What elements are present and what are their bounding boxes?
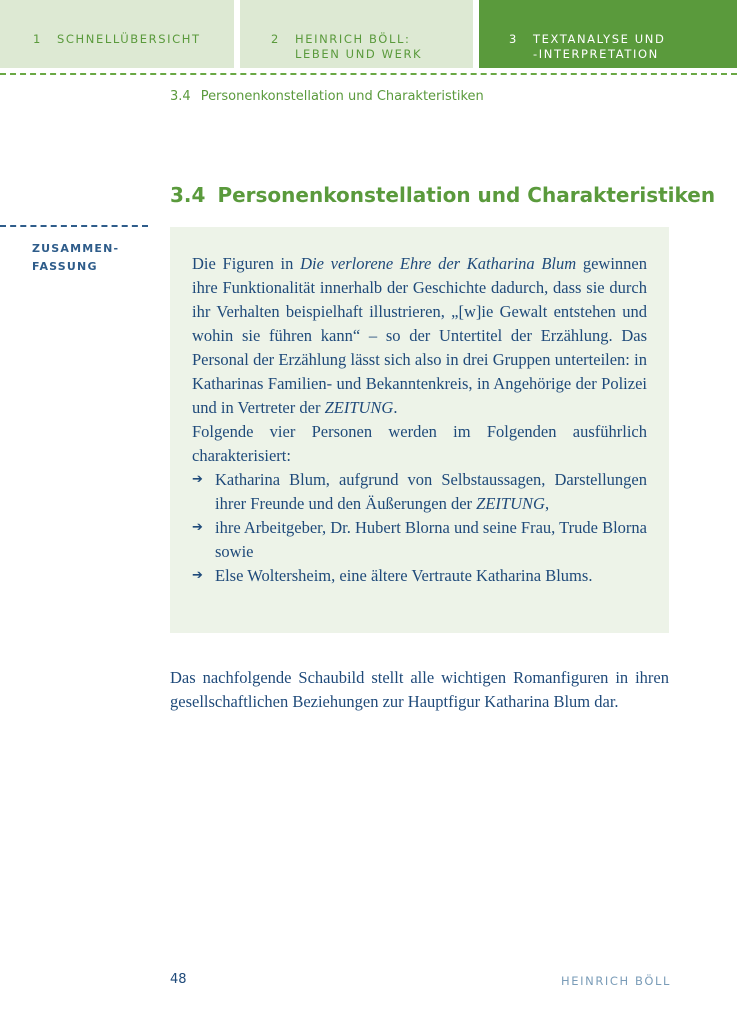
text-run: gewinnen ihre Funktionalität innerhalb der Geschichte dadurch, dass sie durch ihr Verhalten beispielhaft illustrieren, „[w]ie Gewalt entstehen und wohin sie führen kann“ – so der Untertitel der Erzählung. Das Personal der Erzählung lässt sich also in drei Gruppen unterteilen: in Katharinas Familien- und Bekanntenkreis, in Angehörige der Polizei und in Vertreter der — [192, 254, 648, 417]
arrow-right-icon: ➔ — [192, 520, 203, 535]
tab-number: 2 — [271, 32, 280, 46]
margin-dashed-divider — [0, 225, 148, 227]
text-run: . — [393, 398, 398, 417]
page-number: 48 — [170, 972, 187, 987]
text-run: ihre Arbeitgeber, Dr. Hubert Blorna und seine Frau, Trude Blorna sowie — [215, 518, 647, 561]
chapter-tab-bar — [0, 0, 737, 68]
running-head-title: Personenkonstellation und Charakteristiken — [200, 89, 484, 104]
list-item — [192, 468, 647, 516]
section-heading — [170, 183, 715, 207]
text-run: , — [544, 494, 550, 513]
list-item — [192, 516, 647, 564]
margin-label-zusammenfassung: ZUSAMMEN- FASSUNG — [32, 242, 120, 273]
section-title: Personenkonstellation und Charakteristiken — [217, 183, 716, 207]
body-paragraph: Das nachfolgende Schaubild stellt alle wichtigen Romanfiguren in ihren gesellschaftlichen Beziehungen zur Hauptfigur Katharina Blum dar. — [170, 668, 669, 711]
tab-schnelluebersicht[interactable] — [0, 0, 234, 68]
running-head — [170, 89, 484, 104]
tab-label: HEINRICH BÖLL: LEBEN UND WERK — [295, 32, 423, 61]
arrow-right-icon: ➔ — [192, 568, 203, 583]
tab-number: 3 — [509, 32, 518, 46]
section-number: 3.4 — [170, 183, 206, 207]
tab-textanalyse-active[interactable] — [479, 0, 737, 68]
tab-number: 1 — [33, 32, 42, 46]
tab-label: TEXTANALYSE UND -INTERPRETATION — [533, 32, 666, 61]
text-run: Die Figuren in — [192, 254, 301, 273]
book-title: Die verlorene Ehre der Katharina Blum — [300, 254, 577, 273]
text-run: Else Woltersheim, eine ältere Vertraute Katharina Blums. — [215, 566, 593, 585]
zeitung-name: ZEITUNG — [476, 494, 545, 513]
header-dashed-divider — [0, 73, 737, 75]
character-list — [192, 468, 647, 588]
tab-leben-und-werk[interactable] — [240, 0, 473, 68]
summary-paragraph-2: Folgende vier Personen werden im Folgenden ausführlich charakterisiert: — [192, 422, 647, 465]
arrow-right-icon: ➔ — [192, 472, 203, 487]
list-item — [192, 564, 647, 588]
footer-author: HEINRICH BÖLL — [561, 974, 671, 988]
summary-box — [170, 227, 669, 633]
running-head-number: 3.4 — [170, 89, 191, 104]
zeitung-name: ZEITUNG — [324, 398, 394, 417]
tab-label: SCHNELLÜBERSICHT — [57, 32, 201, 46]
summary-paragraph-1 — [192, 252, 647, 420]
text-run: Katharina Blum, aufgrund von Selbstaussagen, Darstellungen ihrer Freunde und den Äußerungen der — [215, 470, 647, 513]
